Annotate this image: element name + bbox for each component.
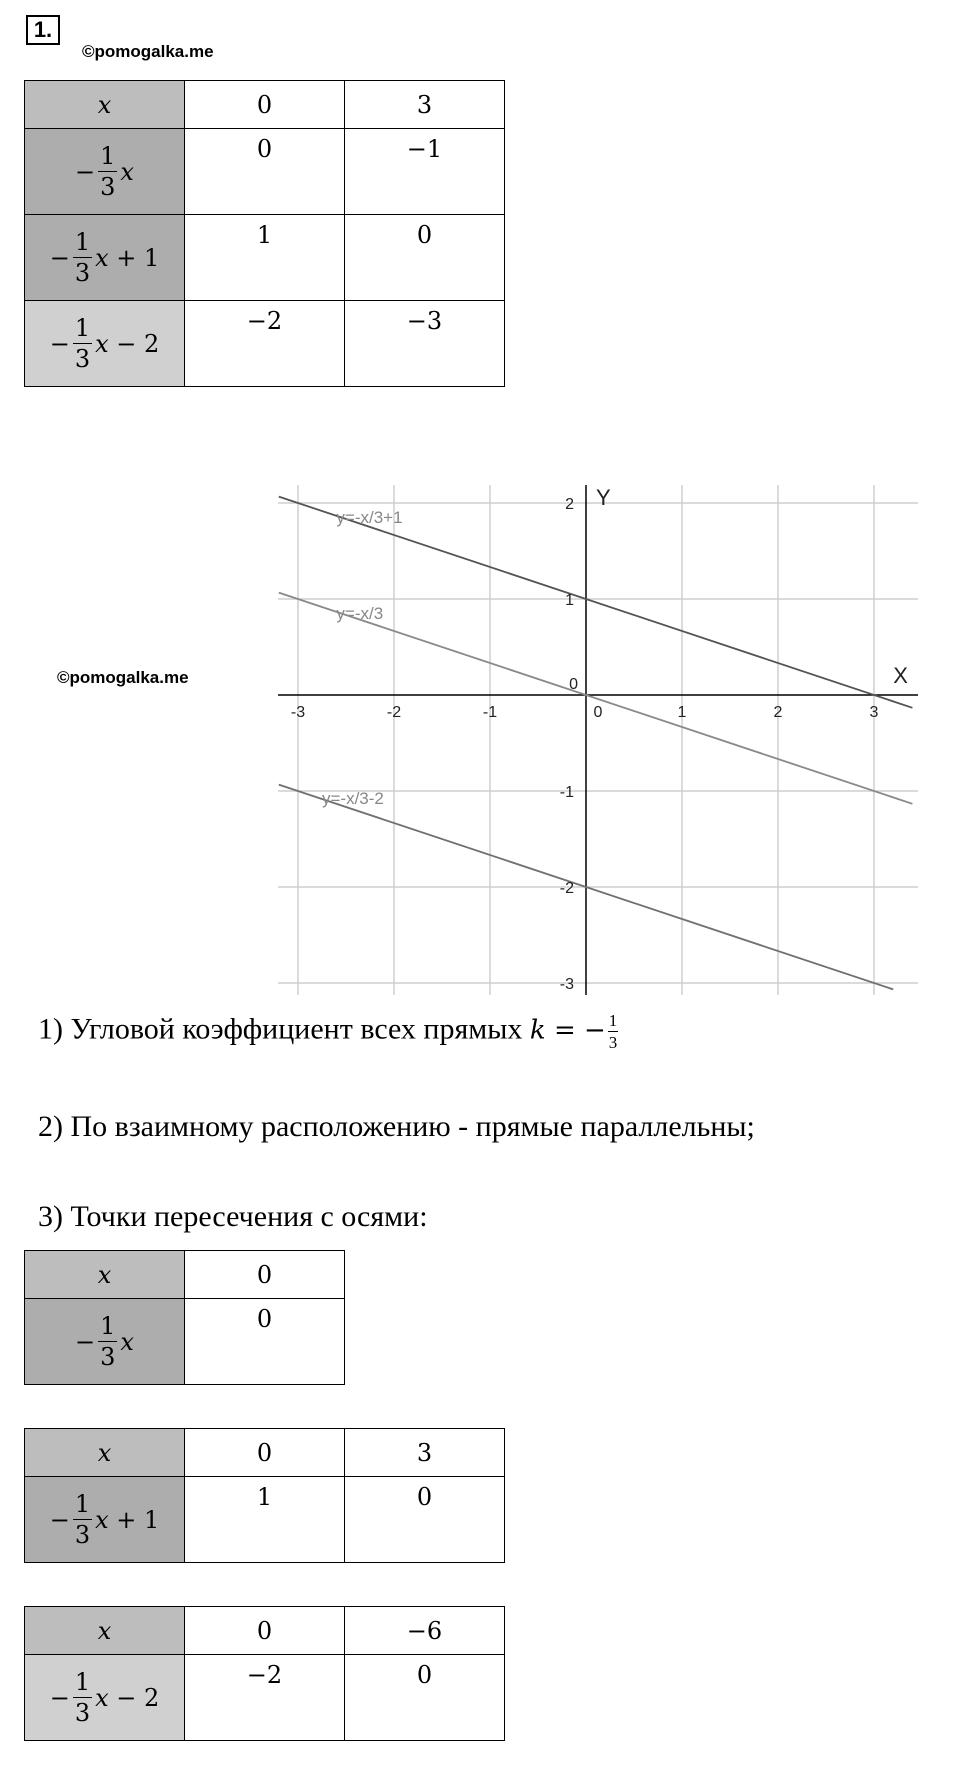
table-row <box>25 1607 505 1655</box>
x-value-cell: 0 <box>185 1251 345 1299</box>
table-row <box>25 129 505 215</box>
x-tick-label: -3 <box>290 704 306 721</box>
y-value-cell: 0 <box>185 1299 345 1385</box>
y-tick-label: 1 <box>565 592 574 609</box>
y-tick-label: -2 <box>559 880 574 897</box>
header-cell: x <box>25 1429 185 1477</box>
function-cell: − $\frac{1}{3}$ x − 2 <box>25 1655 185 1741</box>
watermark-top: ©pomogalka.me <box>82 42 214 61</box>
x-tick-label: 3 <box>869 704 879 721</box>
x-value-cell: 0 <box>185 1607 345 1655</box>
function-cell: − $\frac{1}{3}$ x + 1 <box>25 215 185 301</box>
y-value-cell: −2 <box>185 301 345 387</box>
table-row <box>25 301 505 387</box>
x-tick-label: 0 <box>593 704 603 721</box>
x-tick-label: -2 <box>386 704 402 721</box>
function-cell: − $\frac{1}{3}$ x <box>25 1299 185 1385</box>
series-label: y=-x/3+1 <box>336 507 403 527</box>
header-cell: x <box>25 81 185 129</box>
task-number: 1. <box>26 15 60 45</box>
y-value-cell: −2 <box>185 1655 345 1741</box>
y-tick-label: -1 <box>559 784 574 801</box>
x-tick-label: 1 <box>677 704 687 721</box>
statement-slope: 1) Угловой коэффициент всех прямых k = − $\frac{1}{3}$ <box>38 1011 618 1052</box>
y-value-cell: −1 <box>345 129 505 215</box>
y-axis-label: Y <box>596 485 611 510</box>
table-row <box>25 215 505 301</box>
x-axis-label: X <box>893 663 908 688</box>
table-row <box>25 1251 345 1299</box>
y-tick-label: 0 <box>569 676 578 693</box>
y-value-cell: 0 <box>345 215 505 301</box>
table-row <box>25 1299 345 1385</box>
function-cell: − $\frac{1}{3}$ x − 2 <box>25 301 185 387</box>
y-tick-label: 2 <box>565 496 574 513</box>
statement-intersections: 3) Точки пересечения с осями: <box>38 1200 428 1233</box>
table-row <box>25 81 505 129</box>
y-value-cell: 1 <box>185 215 345 301</box>
series-label: y=-x/3-2 <box>322 789 384 809</box>
function-cell: − $\frac{1}{3}$ x + 1 <box>25 1477 185 1563</box>
intersection-table-3 <box>24 1606 505 1741</box>
statement-parallel: 2) По взаимному расположению - прямые параллельны; <box>38 1110 755 1143</box>
y-value-cell: 1 <box>185 1477 345 1563</box>
series-label: y=-x/3 <box>336 603 384 623</box>
series-line <box>279 497 913 708</box>
x-value-cell: 3 <box>345 81 505 129</box>
graph-svg <box>278 485 918 995</box>
x-tick-label: -1 <box>482 704 498 721</box>
function-cell: − $\frac{1}{3}$ x <box>25 129 185 215</box>
table-row <box>25 1429 505 1477</box>
table-row <box>25 1477 505 1563</box>
x-tick-label: 2 <box>773 704 783 721</box>
header-cell: x <box>25 1251 185 1299</box>
y-value-cell: 0 <box>185 129 345 215</box>
intersection-table-2 <box>24 1428 505 1563</box>
table-row <box>25 1655 505 1741</box>
x-value-cell: 0 <box>185 1429 345 1477</box>
y-value-cell: 0 <box>345 1477 505 1563</box>
y-tick-label: -3 <box>559 976 574 993</box>
x-value-cell: 3 <box>345 1429 505 1477</box>
x-value-cell: 0 <box>185 81 345 129</box>
y-value-cell: −3 <box>345 301 505 387</box>
values-table-main <box>24 80 505 387</box>
line-graph <box>278 485 918 999</box>
watermark-middle: ©pomogalka.me <box>57 668 189 687</box>
intersection-table-1 <box>24 1250 345 1385</box>
x-value-cell: −6 <box>345 1607 505 1655</box>
header-cell: x <box>25 1607 185 1655</box>
series-line <box>279 593 913 804</box>
y-value-cell: 0 <box>345 1655 505 1741</box>
